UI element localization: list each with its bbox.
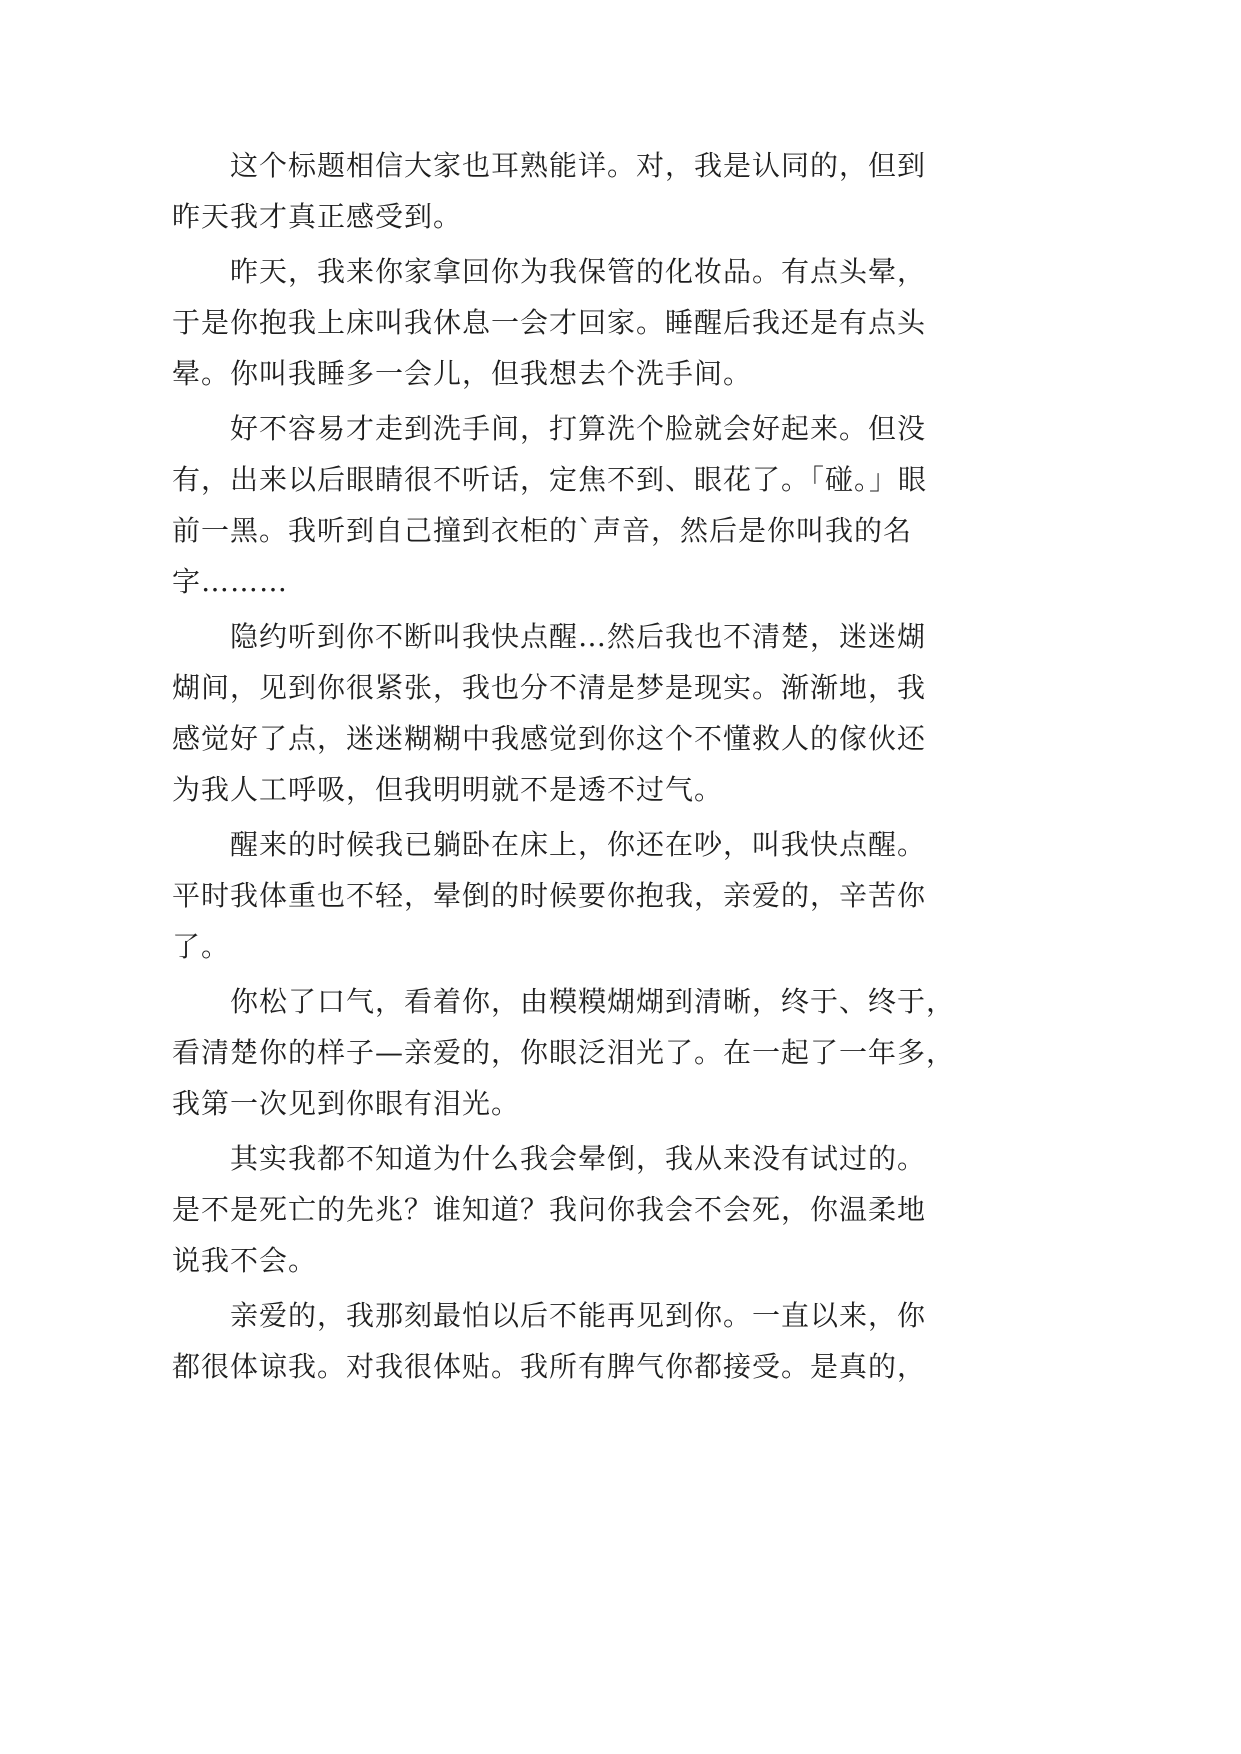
text-line: 感觉好了点，迷迷糊糊中我感觉到你这个不懂救人的傢伙还 <box>172 722 927 755</box>
text-line: 都很体谅我。对我很体贴。我所有脾气你都接受。是真的， <box>172 1350 927 1383</box>
text-line: 其实我都不知道为什么我会晕倒，我从来没有试过的。 <box>230 1142 927 1175</box>
body-text <box>172 140 1072 1392</box>
text-line: 前一黑。我听到自己撞到衣柜的`声音，然后是你叫我的名 <box>172 514 913 547</box>
text-line: 于是你抱我上床叫我休息一会才回家。睡醒后我还是有点头 <box>172 306 927 339</box>
text-line: 了。 <box>172 930 231 963</box>
text-line: 我第一次见到你眼有泪光。 <box>172 1087 521 1120</box>
paragraph <box>172 819 1072 972</box>
text-line: 有，出来以后眼睛很不听话，定焦不到、眼花了。「碰。」眼 <box>172 463 928 496</box>
text-line: 你松了口气，看着你，由糢糢煳煳到清晰，终于、终于， <box>230 985 956 1018</box>
text-line: 隐约听到你不断叫我快点醒…然后我也不清楚，迷迷煳 <box>230 620 927 653</box>
paragraph <box>172 246 1072 399</box>
paragraph <box>172 140 1072 242</box>
paragraph <box>172 611 1072 815</box>
text-line: 煳间，见到你很紧张，我也分不清是梦是现实。渐渐地，我 <box>172 671 927 704</box>
text-line: 好不容易才走到洗手间，打算洗个脸就会好起来。但没 <box>230 412 927 445</box>
text-line: 说我不会。 <box>172 1244 318 1277</box>
text-line: 亲爱的，我那刻最怕以后不能再见到你。一直以来，你 <box>230 1299 927 1332</box>
text-line: 昨天我才真正感受到。 <box>172 200 463 233</box>
paragraph <box>172 976 1072 1129</box>
text-line: 是不是死亡的先兆？谁知道？我问你我会不会死，你温柔地 <box>172 1193 927 1226</box>
text-line: 醒来的时候我已躺卧在床上，你还在吵，叫我快点醒。 <box>230 828 927 861</box>
text-line: 为我人工呼吸，但我明明就不是透不过气。 <box>172 773 724 806</box>
text-line: 字……… <box>172 565 289 598</box>
text-line: 平时我体重也不轻，晕倒的时候要你抱我，亲爱的，辛苦你 <box>172 879 927 912</box>
text-line: 昨天，我来你家拿回你为我保管的化妆品。有点头晕， <box>230 255 927 288</box>
paragraph <box>172 1290 1072 1392</box>
paragraph <box>172 403 1072 607</box>
paragraph <box>172 1133 1072 1286</box>
text-line: 晕。你叫我睡多一会儿，但我想去个洗手间。 <box>172 357 753 390</box>
text-line: 看清楚你的样子—亲爱的，你眼泛泪光了。在一起了一年多， <box>172 1036 956 1069</box>
text-line: 这个标题相信大家也耳熟能详。对，我是认同的，但到 <box>230 149 927 182</box>
